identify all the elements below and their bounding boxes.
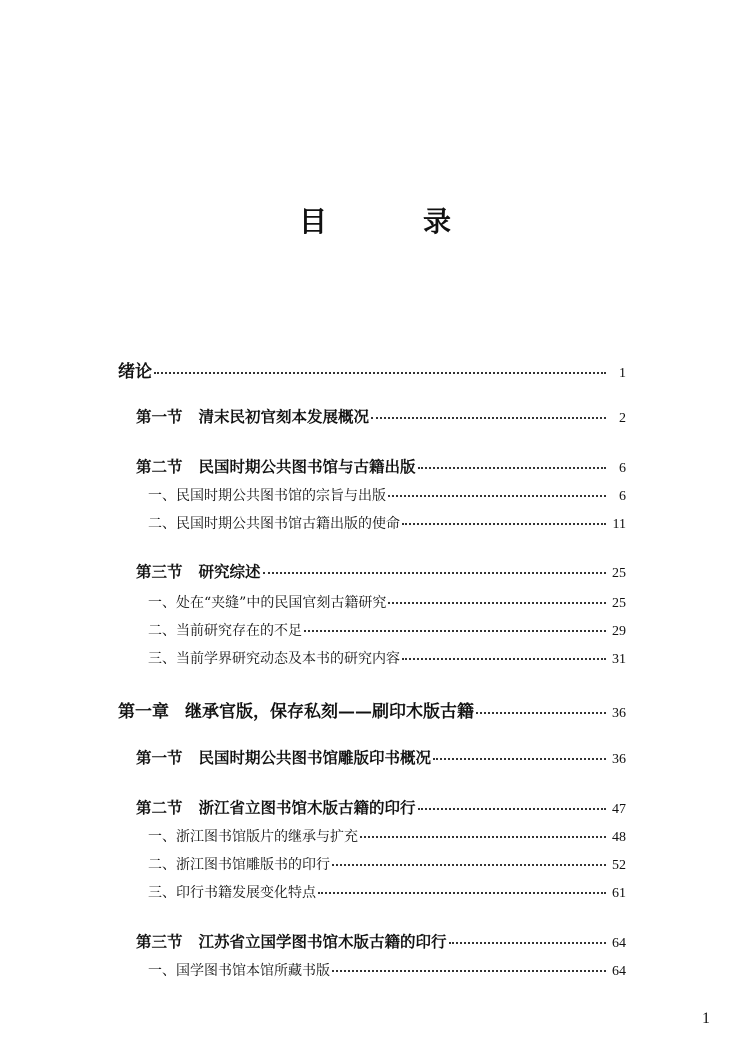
toc-entry-subsection[interactable] — [148, 854, 626, 874]
toc-entry-label: 第二节 民国时期公共图书馆与古籍出版 — [136, 457, 416, 476]
dot-leader — [388, 495, 606, 497]
toc-entry-label: 一、民国时期公共图书馆的宗旨与出版 — [148, 488, 386, 504]
toc-page-number: 64 — [612, 936, 626, 951]
toc-entry-chapter-1[interactable] — [118, 697, 626, 722]
toc-page-number: 31 — [612, 652, 626, 667]
toc-entry-label: 第三节 研究综述 — [136, 562, 261, 581]
dot-leader — [433, 758, 606, 760]
toc-entry-subsection[interactable] — [148, 648, 626, 668]
dot-leader — [402, 658, 606, 660]
toc-page-number: 48 — [612, 830, 626, 845]
toc-entry-intro-section-3[interactable] — [136, 560, 626, 582]
toc-entry-label: 第一节 民国时期公共图书馆雕版印书概况 — [136, 748, 432, 767]
toc-entry-label: 第一节 清末民初官刻本发展概况 — [136, 407, 370, 426]
dot-leader — [418, 808, 606, 810]
toc-entry-label: 二、当前研究存在的不足 — [148, 623, 302, 639]
toc-entry-label: 一、处在“夹缝”中的民国官刻古籍研究 — [148, 595, 387, 611]
dot-leader — [418, 467, 606, 469]
toc-page-number: 52 — [612, 858, 626, 873]
dot-leader — [304, 630, 606, 632]
toc-page-number: 11 — [612, 517, 626, 532]
toc-page-number: 47 — [612, 802, 626, 817]
toc-page-number: 36 — [612, 706, 626, 721]
toc-entry-introduction[interactable] — [118, 357, 626, 382]
toc-page-number: 64 — [612, 964, 626, 979]
toc-entry-subsection[interactable] — [148, 620, 626, 640]
toc-entry-label: 第二节 浙江省立图书馆木版古籍的印行 — [136, 798, 416, 817]
dot-leader — [332, 864, 606, 866]
toc-entry-intro-section-2[interactable] — [136, 455, 626, 477]
toc-entry-label: 第一章 继承官版，保存私刻——刷印木版古籍 — [118, 702, 474, 722]
toc-entry-subsection[interactable] — [148, 826, 626, 846]
toc-entry-label: 绪论 — [118, 362, 152, 382]
dot-leader — [449, 942, 606, 944]
dot-leader — [402, 523, 606, 525]
dot-leader — [154, 372, 606, 374]
dot-leader — [263, 572, 606, 574]
toc-entry-label: 三、印行书籍发展变化特点 — [148, 885, 316, 901]
toc-page-number: 36 — [612, 752, 626, 767]
toc-entry-label: 第三节 江苏省立国学图书馆木版古籍的印行 — [136, 932, 447, 951]
dot-leader — [318, 892, 606, 894]
toc-entry-label: 二、民国时期公共图书馆古籍出版的使命 — [148, 516, 400, 532]
toc-entry-label: 三、当前学界研究动态及本书的研究内容 — [148, 651, 400, 667]
page-title: 目 录 — [298, 205, 485, 238]
toc-page-number: 29 — [612, 624, 626, 639]
toc-page-number: 1 — [619, 366, 626, 381]
toc-entry-subsection[interactable] — [148, 882, 626, 902]
dot-leader — [360, 836, 606, 838]
page-number: 1 — [702, 1010, 710, 1027]
toc-entry-subsection[interactable] — [148, 960, 626, 980]
dot-leader — [388, 602, 606, 604]
dot-leader — [476, 712, 606, 714]
toc-entry-subsection[interactable] — [148, 513, 626, 533]
dot-leader — [332, 970, 606, 972]
toc-page-number: 6 — [619, 489, 626, 504]
toc-entry-ch1-section-1[interactable] — [136, 746, 626, 768]
toc-page-number: 61 — [612, 886, 626, 901]
toc-entry-ch1-section-2[interactable] — [136, 796, 626, 818]
toc-entry-label: 二、浙江图书馆雕版书的印行 — [148, 857, 330, 873]
toc-page-number: 25 — [612, 566, 626, 581]
toc-entry-label: 一、浙江图书馆版片的继承与扩充 — [148, 829, 358, 845]
toc-entry-ch1-section-3[interactable] — [136, 930, 626, 952]
toc-entry-subsection[interactable] — [148, 485, 626, 505]
dot-leader — [371, 417, 606, 419]
toc-page-number: 6 — [619, 461, 626, 476]
toc-entry-subsection[interactable] — [148, 592, 626, 612]
toc-page-number: 2 — [619, 411, 626, 426]
toc-entry-intro-section-1[interactable] — [136, 405, 626, 427]
toc-page-number: 25 — [612, 596, 626, 611]
toc-entry-label: 一、国学图书馆本馆所藏书版 — [148, 963, 330, 979]
